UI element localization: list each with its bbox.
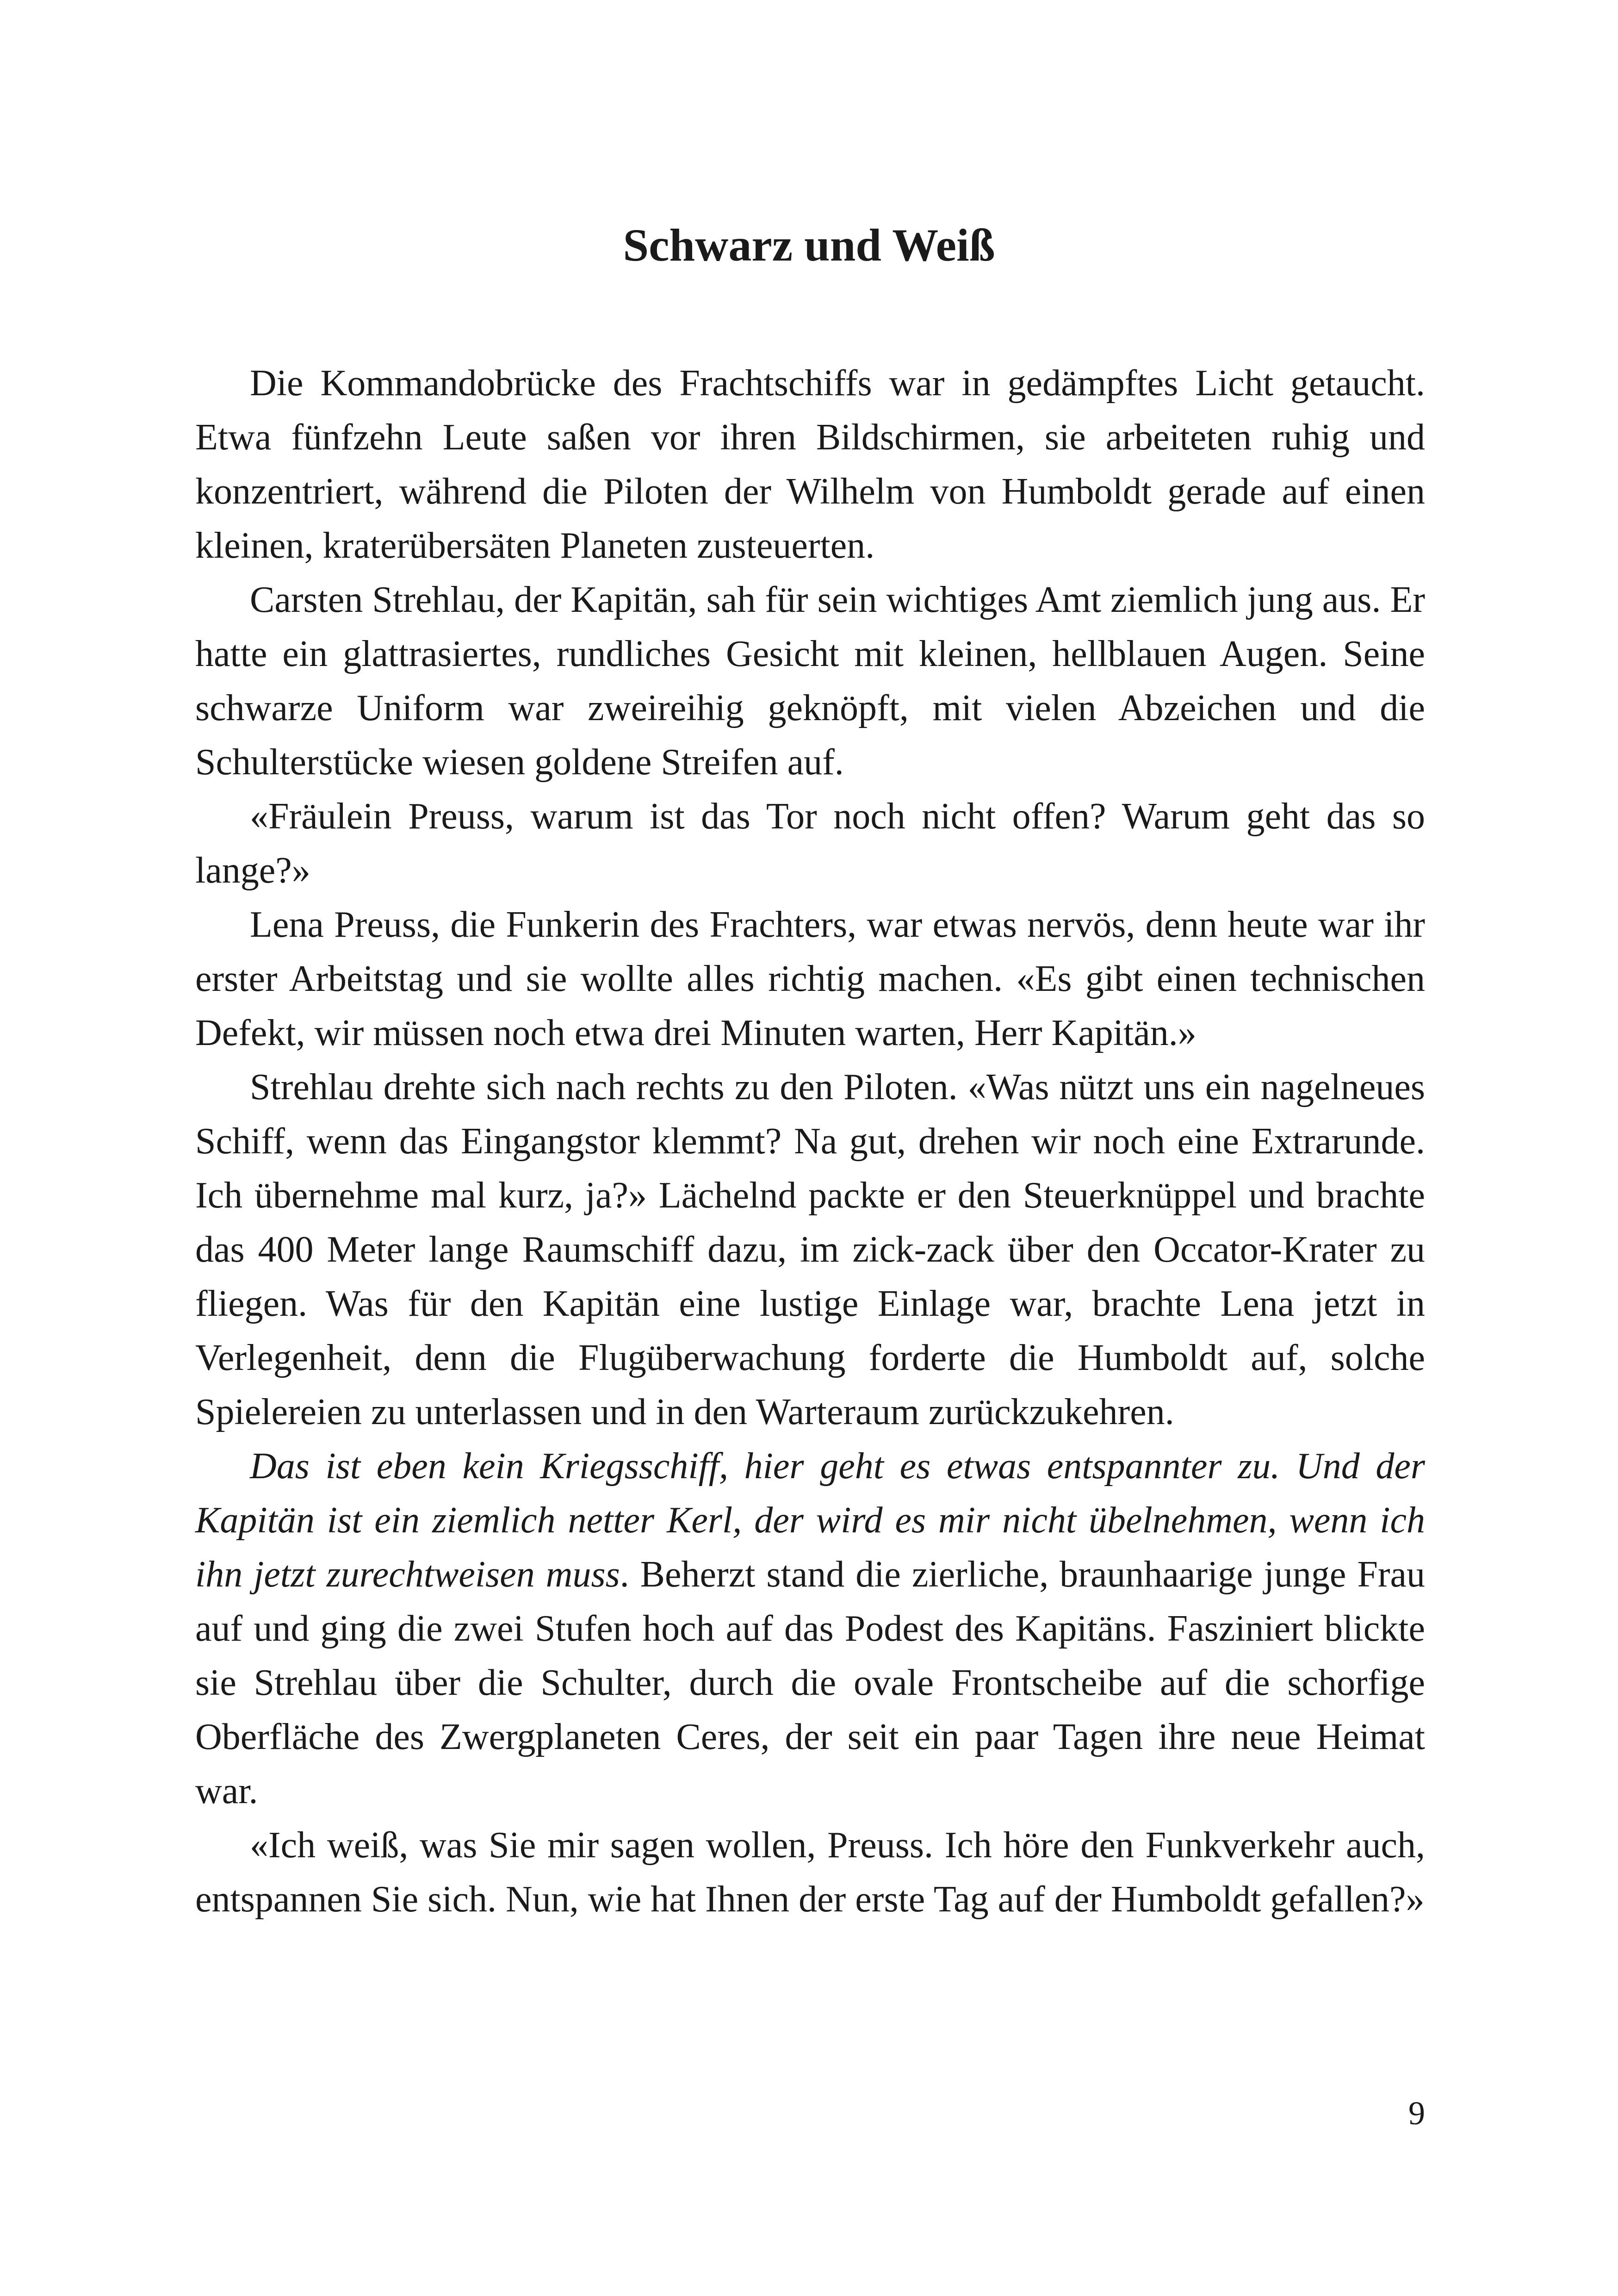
paragraph-inner-monologue (195, 1439, 1425, 1818)
body-text (195, 356, 1425, 1927)
paragraph-text: «Ich weiß, was Sie mir sagen wollen, Preuss. Ich höre den Funkverkehr auch, entspannen Sie sich. Nun, wie hat Ihnen der erste Tag auf der Humboldt gefallen?» (195, 1825, 1425, 1920)
chapter-title: Schwarz und Weiß (623, 219, 995, 271)
paragraph (195, 898, 1425, 1060)
paragraph (195, 356, 1425, 573)
paragraph-text: Strehlau drehte sich nach rechts zu den Piloten. «Was nützt uns ein nagelneues Schiff, wenn das Eingangstor klemmt? Na gut, drehen wir noch eine Extrarunde. Ich übernehme mal kurz, ja?» Lächelnd packte er den Steuerknüppel und brachte das 400 Meter lange Raumschiff dazu, im zick-zack über den Occator-Krater zu fliegen. Was für den Kapitän eine lustige Einlage war, brachte Lena jetzt in Verlegenheit, denn die Flugüberwachung forderte die Humboldt auf, solche Spielereien zu unterlassen und in den Warteraum zurückzukehren. (195, 1067, 1425, 1432)
paragraph-text: Lena Preuss, die Funkerin des Frachters, war etwas nervös, denn heute war ihr erster Arbeitstag und sie wollte alles richtig machen. «Es gibt einen technischen Defekt, wir müssen noch etwa drei Minuten warten, Herr Kapitän.» (195, 904, 1425, 1053)
paragraph (195, 790, 1425, 898)
paragraph (195, 1060, 1425, 1439)
paragraph-text: Carsten Strehlau, der Kapitän, sah für sein wichtiges Amt ziemlich jung aus. Er hatte ein glattrasiertes, rundliches Gesicht mit kleinen, hellblauen Augen. Seine schwarze Uniform war zweireihig geknöpft, mit vielen Abzeichen und die Schulterstücke wiesen goldene Streifen auf. (195, 579, 1425, 783)
paragraph-text: Die Kommandobrücke des Frachtschiffs war in gedämpftes Licht getaucht. Etwa fünfzehn Leute saßen vor ihren Bildschirmen, sie arbeiteten ruhig und konzentriert, während die Piloten der Wilhelm von Humboldt gerade auf einen kleinen, kraterübersäten Planeten zusteuerten. (195, 363, 1425, 566)
paragraph-text: «Fräulein Preuss, warum ist das Tor noch nicht offen? Warum geht das so lange?» (195, 796, 1425, 891)
page-number: 9 (1408, 2095, 1425, 2132)
paragraph (195, 573, 1425, 790)
italic-thought: Das ist eben kein Kriegsschiff, hier geht es etwas entspannter zu. Und der Kapitän ist ein ziemlich netter Kerl, der wird es mir nicht übelnehmen, wenn ich ihn jetzt zurechtweisen muss (195, 1446, 1425, 1595)
paragraph (195, 1818, 1425, 1927)
paragraph-text: . Beherzt stand die zierliche, braunhaarige junge Frau auf und ging die zwei Stufen hoch auf das Podest des Kapitäns. Fasziniert blickte sie Strehlau über die Schulter, durch die ovale Frontscheibe auf die schorfige Oberfläche des Zwergplaneten Ceres, der seit ein paar Tagen ihre neue Heimat war. (195, 1554, 1425, 1811)
